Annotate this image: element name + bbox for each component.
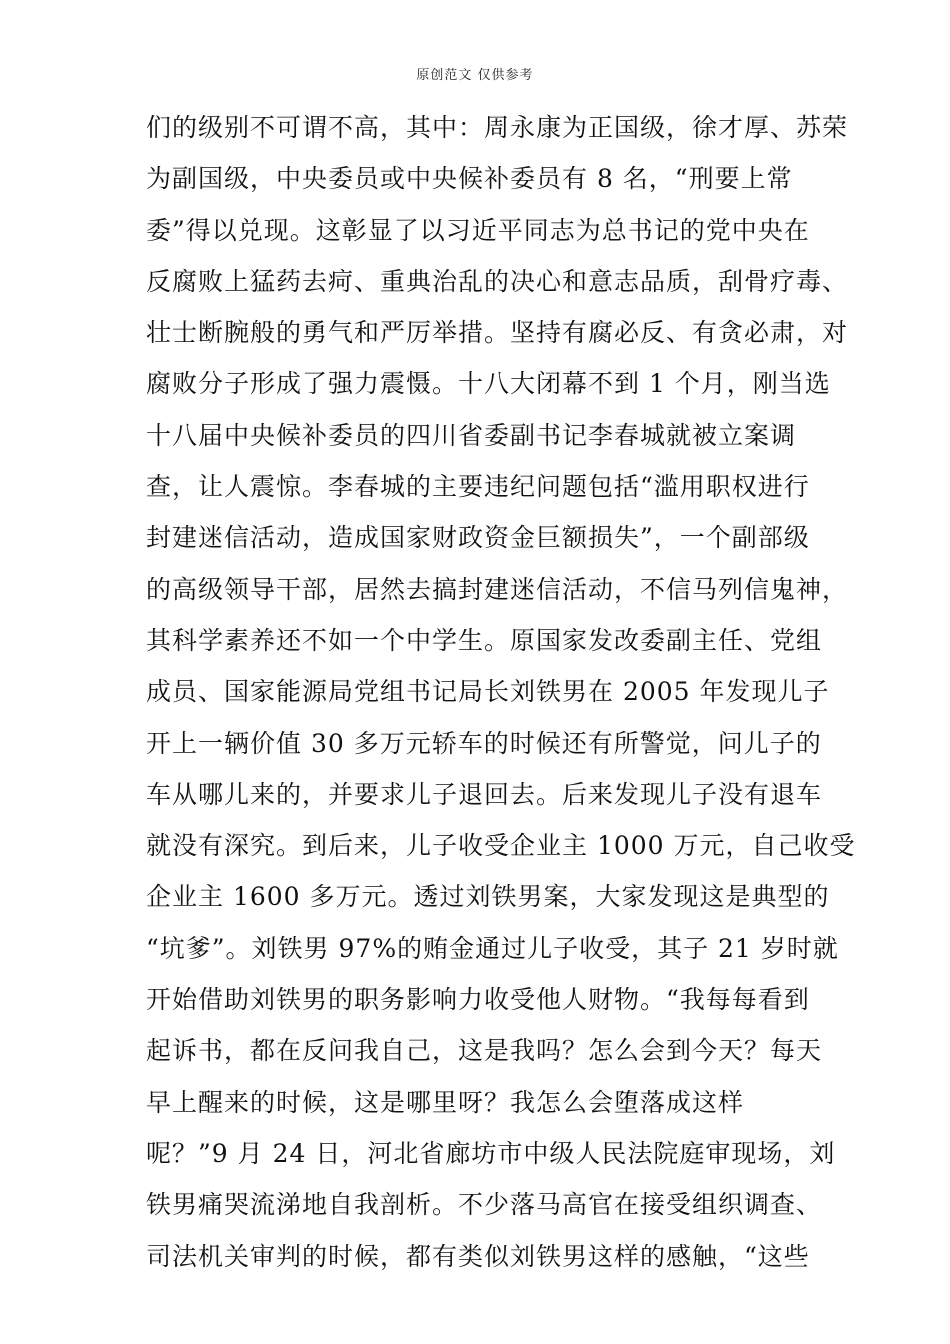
text-line: 的高级领导干部，居然去搞封建迷信活动，不信马列信鬼神，	[146, 574, 849, 604]
text-line: 成员、国家能源局党组书记局长刘铁男在 2005 年发现儿子	[146, 677, 830, 707]
text-line: 企业主 1600 多万元。透过刘铁男案，大家发现这是典型的	[146, 882, 830, 912]
text-line: 起诉书，都在反问我自己，这是我吗？怎么会到今天？每天	[146, 1036, 823, 1066]
text-line: 封建迷信活动，造成国家财政资金巨额损失”，一个副部级	[146, 523, 810, 553]
text-line: 委”得以兑现。这彰显了以习近平同志为总书记的党中央在	[146, 215, 810, 245]
text-line: 司法机关审判的时候，都有类似刘铁男这样的感触，“这些	[146, 1241, 810, 1271]
text-line: 壮士断腕般的勇气和严厉举措。坚持有腐必反、有贪必肃，对	[146, 318, 849, 348]
text-line: 腐败分子形成了强力震慑。十八大闭幕不到 1 个月，刚当选	[146, 369, 831, 399]
text-line: 为副国级，中央委员或中央候补委员有 8 名，“刑要上常	[146, 164, 793, 194]
text-line: 铁男痛哭流涕地自我剖析。不少落马高官在接受组织调查、	[146, 1190, 823, 1220]
text-line: 十八届中央候补委员的四川省委副书记李春城就被立案调	[146, 420, 797, 450]
text-line: 查，让人震惊。李春城的主要违纪问题包括“滥用职权进行	[146, 472, 810, 502]
page-header: 原创范文 仅供参考	[416, 68, 534, 83]
text-line: 开始借助刘铁男的职务影响力收受他人财物。“我每每看到	[146, 985, 810, 1015]
text-line: 其科学素养还不如一个中学生。原国家发改委副主任、党组	[146, 625, 823, 655]
text-line: 车从哪儿来的，并要求儿子退回去。后来发现儿子没有退车	[146, 779, 823, 809]
text-line: 早上醒来的时候，这是哪里呀？我怎么会堕落成这样	[146, 1087, 745, 1117]
text-line: 开上一辆价值 30 多万元轿车的时候还有所警觉，问儿子的	[146, 728, 822, 758]
text-line: “坑爹”。刘铁男 97%的贿金通过儿子收受，其子 21 岁时就	[146, 933, 839, 963]
text-line: 反腐败上猛药去疴、重典治乱的决心和意志品质，刮骨疗毒、	[146, 266, 849, 296]
body-text	[146, 102, 856, 1282]
text-line: 们的级别不可谓不高，其中：周永康为正国级，徐才厚、苏荣	[146, 113, 849, 142]
text-line: 呢？”9 月 24 日，河北省廊坊市中级人民法院庭审现场，刘	[146, 1138, 836, 1168]
text-line: 就没有深究。到后来，儿子收受企业主 1000 万元，自己收受	[146, 831, 856, 861]
